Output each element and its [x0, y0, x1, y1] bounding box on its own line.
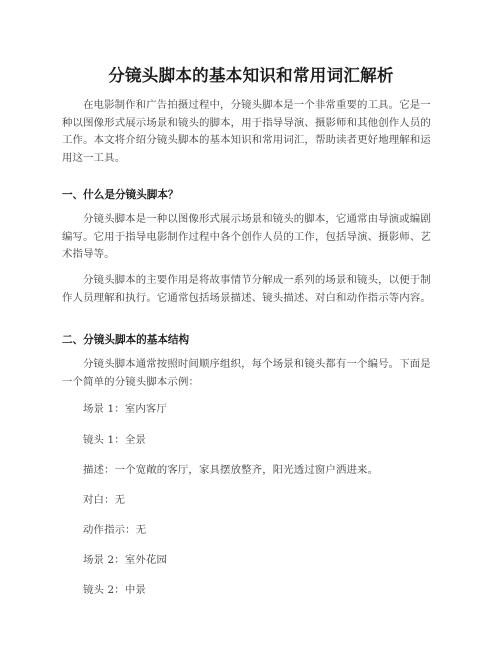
section2-heading: 二、分镜头脚本的基本结构	[62, 334, 190, 346]
script-line-action: 动作指示：无	[83, 524, 147, 536]
script-line-scene-1: 场景 1：室内客厅	[83, 403, 167, 415]
script-line-shot-2: 镜头 2：中景	[83, 584, 146, 596]
script-line-description: 描述：一个宽敞的客厅，家具摆放整齐，阳光透过窗户洒进来。	[83, 464, 379, 476]
intro-paragraph: 在电影制作和广告拍摄过程中，分镜头脚本是一个非常重要的工具。它是一种以图像形式展示场景和镜头的脚本，用于指导导演、摄影师和其他创作人员的工作。本文将介绍分镜头脚本的基本知识和常用词汇，帮助读者更好地理解和运用这一工具。	[62, 99, 431, 164]
section1-heading: 一、什么是分镜头脚本？	[62, 189, 179, 201]
section2-paragraph-1: 分镜头脚本通常按照时间顺序组织，每个场景和镜头都有一个编号。下面是一个简单的分镜头脚本示例：	[62, 358, 431, 388]
script-line-scene-2: 场景 2：室外花园	[83, 554, 167, 566]
section1-paragraph-2: 分镜头脚本的主要作用是将故事情节分解成一系列的场景和镜头，以便于制作人员理解和执行。它通常包括场景描述、镜头描述、对白和动作指示等内容。	[62, 274, 431, 304]
section1-paragraph-1: 分镜头脚本是一种以图像形式展示场景和镜头的脚本，它通常由导演或编剧编写。它用于指导电影制作过程中各个创作人员的工作，包括导演、摄影师、艺术指导等。	[62, 213, 431, 260]
script-line-dialogue: 对白：无	[83, 494, 126, 506]
document-title: 分镜头脚本的基本知识和常用词汇解析	[108, 66, 394, 85]
script-line-shot-1: 镜头 1：全景	[83, 434, 146, 446]
